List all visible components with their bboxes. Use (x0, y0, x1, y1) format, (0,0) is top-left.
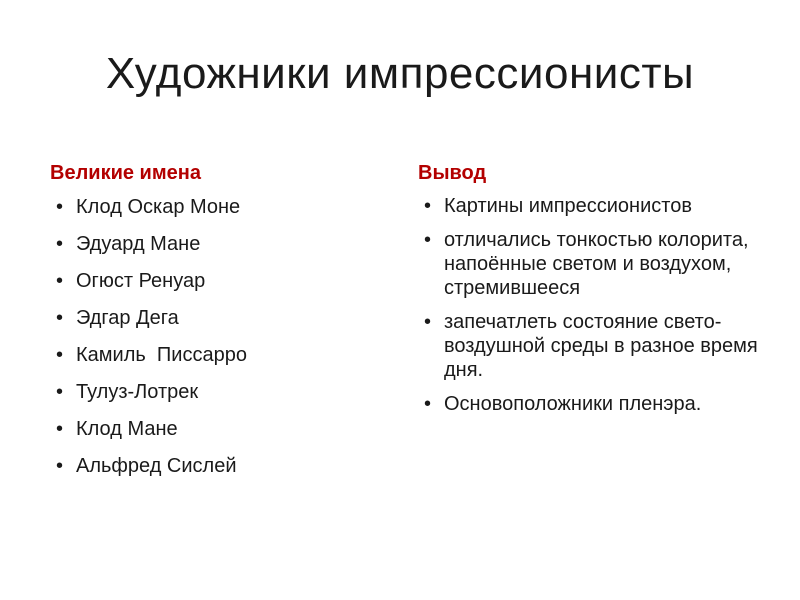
list-item-text: отличались тонкостью колорита, напоённые светом и воздухом, стремившееся (444, 229, 749, 299)
list-item-text: Альфред Сислей (76, 455, 237, 477)
list-item-text: Картины импрессионистов (444, 195, 692, 217)
list-item (50, 342, 390, 368)
list-item (50, 453, 390, 479)
list-item-text: Камиль Писсарро (76, 344, 247, 366)
bullet-icon: • (56, 233, 64, 255)
list-item-text: Клод Оскар Моне (76, 196, 241, 218)
bullet-icon: • (56, 196, 64, 218)
list-item (50, 416, 390, 442)
bullet-icon: • (424, 229, 432, 251)
list-item-text: запечатлеть состояние свето-воздушной среды в разное время дня. (444, 311, 758, 381)
left-heading: Великие имена (50, 162, 201, 184)
bullet-icon: • (56, 270, 64, 292)
list-item (50, 231, 390, 257)
list-item-text: Эдуард Мане (76, 233, 201, 255)
list-item (50, 194, 390, 220)
bullet-icon: • (56, 381, 64, 403)
list-item (50, 268, 390, 294)
list-item (418, 310, 768, 382)
list-item-text: Клод Мане (76, 418, 178, 440)
list-item (418, 228, 768, 300)
right-column (418, 160, 768, 426)
list-item-text: Огюст Ренуар (76, 270, 206, 292)
bullet-icon: • (424, 311, 432, 333)
bullet-icon: • (56, 455, 64, 477)
bullet-icon: • (56, 307, 64, 329)
right-list (418, 194, 768, 416)
list-item (418, 392, 768, 416)
right-heading: Вывод (418, 162, 487, 184)
list-item-text: Основоположники пленэра. (444, 393, 702, 415)
slide-title: Художники импрессионисты (105, 49, 695, 98)
left-list (50, 194, 390, 479)
bullet-icon: • (56, 418, 64, 440)
bullet-icon: • (56, 344, 64, 366)
bullet-icon: • (424, 195, 432, 217)
list-item-text: Эдгар Дега (76, 307, 179, 329)
list-item (418, 194, 768, 218)
bullet-icon: • (424, 393, 432, 415)
list-item-text: Тулуз-Лотрек (76, 381, 199, 403)
list-item (50, 305, 390, 331)
left-column (50, 160, 390, 490)
list-item (50, 379, 390, 405)
